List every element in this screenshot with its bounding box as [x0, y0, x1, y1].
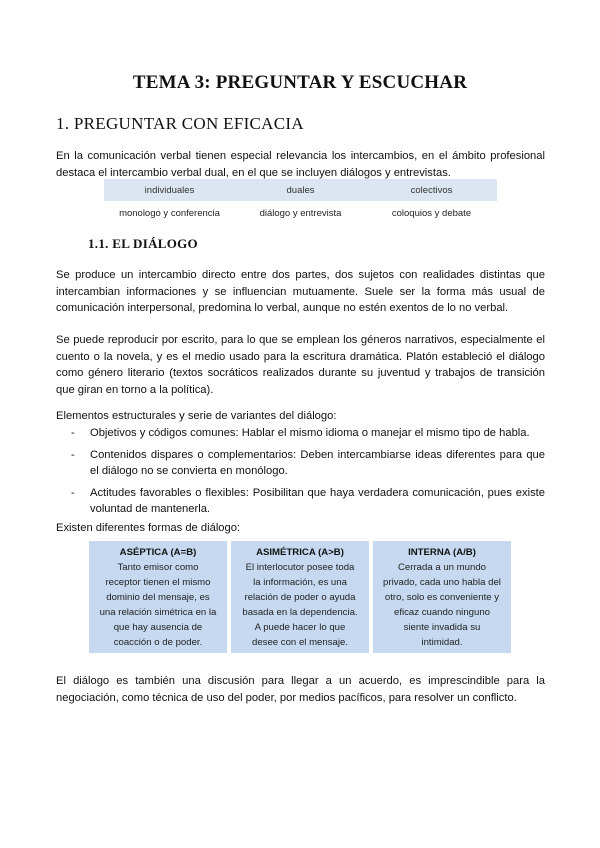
form-box-asimetrica — [231, 541, 369, 653]
list-item-text: Objetivos y códigos comunes: Hablar el mismo idioma o manejar el mismo tipo de habla. — [90, 427, 530, 439]
form-box-text: Cerrada a un mundo privado, cada uno habla del otro, solo es conveniente y eficaz cuando ninguno siente invadida su intimidad. — [383, 562, 501, 648]
form-box-title: ASÉPTICA (A=B) — [119, 547, 197, 558]
form-box-text: El interlocutor posee toda la información, es una relación de poder o ayuda basada en la dependencia. A puede hacer lo que desee con el mensaje. — [242, 562, 358, 648]
list-item-text: Contenidos dispares o complementarios: Deben intercambiarse ideas diferentes para que el diálogo no se convierta en monólogo. — [90, 448, 545, 477]
table-row — [104, 201, 497, 225]
list-dash: - — [71, 486, 75, 499]
list-item — [56, 485, 545, 518]
table-header-cell: duales — [235, 179, 366, 201]
list-item-text: Actitudes favorables o flexibles: Posibilitan que haya verdadera comunicación, pues existe voluntad de mantenerla. — [90, 486, 545, 515]
table-header-cell: colectivos — [366, 179, 497, 201]
dialogo-paragraph-2: Se puede reproducir por escrito, para lo que se emplean los géneros narrativos, especialmente el cuento o la novela, y es el medio usado para la escritura dramática. Platón estableció el diálogo como género literario (textos socráticos realizados durante su juventud y trabajos de transición que giran en torno a la política). — [56, 334, 545, 396]
section-heading-preguntar: 1. PREGUNTAR CON EFICACIA — [56, 114, 304, 133]
list-dash: - — [71, 427, 75, 439]
intro-paragraph: En la comunicación verbal tienen especial relevancia los intercambios, en el ámbito profesional destaca el intercambio verbal dual, en el que se incluyen diálogos y entrevistas. — [56, 150, 545, 179]
list-item — [56, 425, 545, 442]
table-cell: monologo y conferencia — [119, 207, 220, 219]
form-box-title: ASIMÉTRICA (A>B) — [256, 547, 344, 558]
dialogo-paragraph-1: Se produce un intercambio directo entre dos partes, dos sujetos con realidades distintas que intercambian informaciones y se influencian mutuamente. Suele ser la forma más usual de comunicación interpersonal, predomina lo verbal, aunque no estén exentos de lo no verbal. — [56, 269, 545, 314]
closing-paragraph: El diálogo es también una discusión para llegar a un acuerdo, es imprescindible para la negociación, como técnica de uso del poder, por medios pacíficos, para resolver un conflicto. — [56, 675, 545, 704]
forms-intro: Existen diferentes formas de diálogo: — [56, 522, 241, 534]
elements-list — [56, 425, 545, 523]
table-cell: coloquios y debate — [391, 207, 472, 219]
table-header-row — [104, 179, 497, 201]
form-box-title: INTERNA (A/B) — [408, 547, 476, 558]
list-item — [56, 447, 545, 480]
elements-intro: Elementos estructurales y serie de variantes del diálogo: — [56, 410, 337, 422]
form-box-text: Tanto emisor como receptor tienen el mismo dominio del mensaje, es una relación simétrica en la que hay ausencia de coacción o de poder. — [99, 562, 217, 648]
intercambio-table — [104, 179, 497, 225]
page-title: TEMA 3: PREGUNTAR Y ESCUCHAR — [132, 72, 468, 93]
table-cell: diálogo y entrevista — [259, 207, 342, 219]
table-header-cell: individuales — [104, 179, 235, 201]
form-box-interna — [373, 541, 511, 653]
form-box-aseptica — [89, 541, 227, 653]
subsection-heading-dialogo: 1.1. EL DIÁLOGO — [88, 236, 198, 251]
list-dash: - — [71, 448, 75, 461]
